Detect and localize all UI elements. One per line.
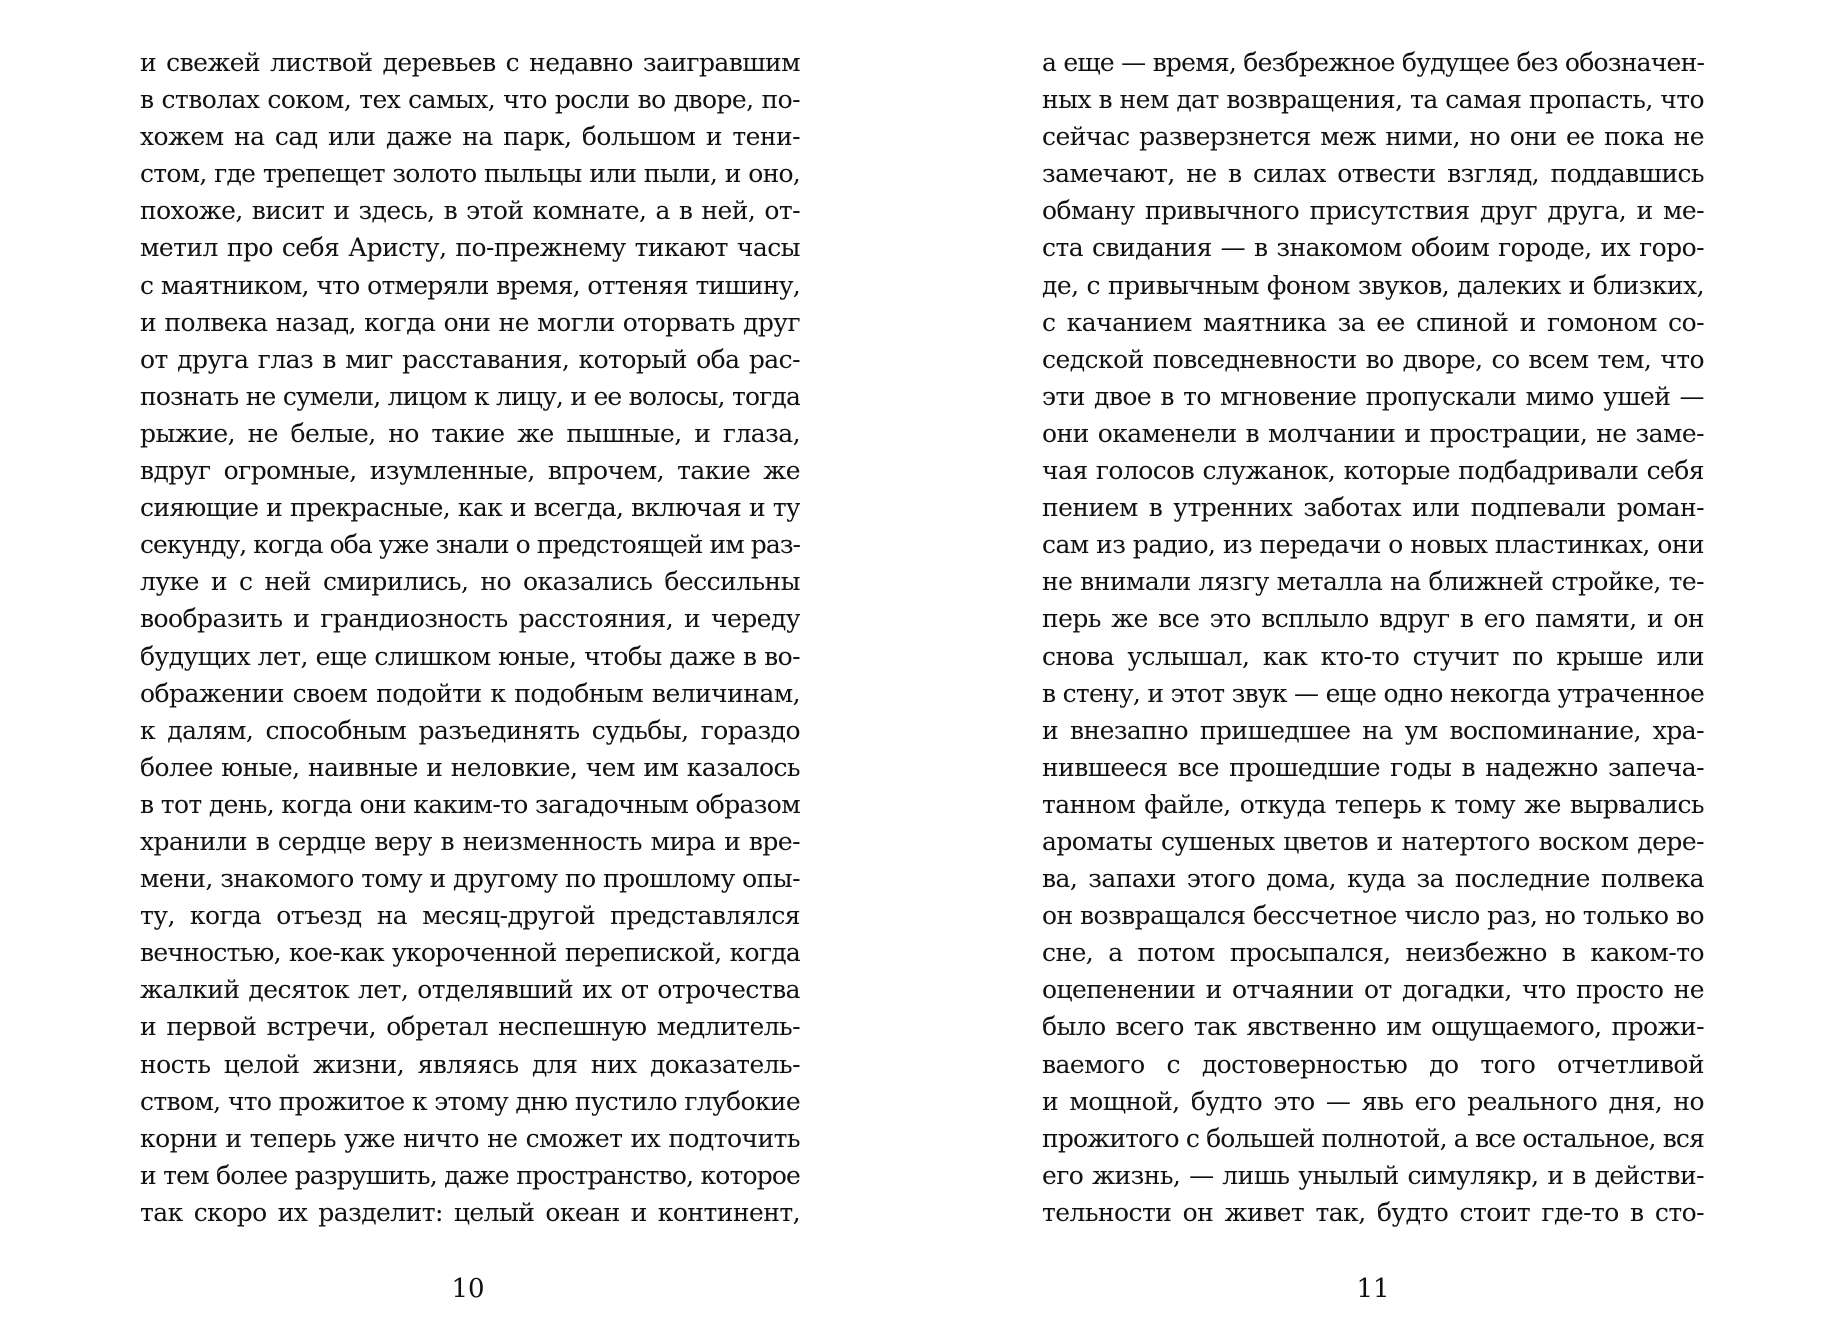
text-line: ображении своем подойти к подобным величинам, (140, 678, 800, 708)
text-line: ста свидания — в знакомом обоим городе, их горо- (1042, 233, 1704, 263)
text-line: танном файле, откуда теперь к тому же вырвались (1042, 789, 1704, 819)
text-line: и первой встречи, обретал неспешную медлитель- (140, 1012, 800, 1042)
text-line: секунду, когда оба уже знали о предстоящей им раз- (140, 530, 800, 560)
text-line: ва, запахи этого дома, куда за последние полвека (1042, 864, 1704, 894)
text-line: вечностью, кое-как укороченной перепиской, когда (140, 938, 800, 968)
text-line: замечают, не в силах отвести взгляд, поддавшись (1042, 159, 1704, 189)
text-line: седской повседневности во дворе, со всем тем, что (1042, 344, 1704, 374)
text-line: рыжие, не белые, но такие же пышные, и глаза, (140, 418, 800, 448)
text-line: они окаменели в молчании и прострации, не заме- (1042, 418, 1704, 448)
text-line: похоже, висит и здесь, в этой комнате, а в ней, от- (140, 196, 800, 226)
text-line: с качанием маятника за ее спиной и гомоном со- (1042, 307, 1704, 337)
text-line: он возвращался бессчетное число раз, но только во (1042, 901, 1704, 931)
text-line: в стволах соком, тех самых, что росли во дворе, по- (140, 85, 800, 115)
text-line: и внезапно пришедшее на ум воспоминание, хра- (1042, 715, 1704, 745)
text-line: ством, что прожитое к этому дню пустило глубокие (140, 1086, 800, 1116)
text-line: обману привычного присутствия друг друга, и ме- (1042, 196, 1704, 226)
text-line: хожем на сад или даже на парк, большом и тени- (140, 122, 800, 152)
text-line: перь же все это всплыло вдруг в его памяти, и он (1042, 604, 1704, 634)
text-line: прожитого с большей полнотой, а все остальное, вся (1042, 1123, 1704, 1153)
text-line: сейчас разверзнется меж ними, но они ее пока не (1042, 122, 1704, 152)
text-line: ваемого с достоверностью до того отчетливой (1042, 1049, 1704, 1079)
text-line: и мощной, будто это — явь его реального дня, но (1042, 1086, 1704, 1116)
text-line: мени, знакомого тому и другому по прошлому опы- (140, 864, 800, 894)
text-line: жалкий десяток лет, отделявший их от отрочества (140, 975, 800, 1005)
right-page-text (1042, 44, 1704, 1231)
text-line: вдруг огромные, изумленные, впрочем, такие же (140, 456, 800, 486)
text-line: снова услышал, как кто-то стучит по крыше или (1042, 641, 1704, 671)
text-line: метил про себя Аристу, по-прежнему тикают часы (140, 233, 800, 263)
text-line: познать не сумели, лицом к лицу, и ее волосы, тогда (140, 381, 800, 411)
left-page (0, 0, 911, 1321)
page-number: 10 (451, 1274, 485, 1304)
text-line: вообразить и грандиозность расстояния, и череду (140, 604, 800, 634)
text-line: а еще — время, безбрежное будущее без обозначен- (1042, 48, 1704, 77)
text-line: тельности он живет так, будто стоит где-то в сто- (1042, 1197, 1704, 1227)
text-line: ту, когда отъезд на месяц-другой представлялся (140, 901, 800, 931)
text-line: более юные, наивные и неловкие, чем им казалось (140, 752, 800, 782)
text-line: и тем более разрушить, даже пространство, которое (140, 1160, 800, 1190)
text-line: так скоро их разделит: целый океан и континент, (140, 1197, 800, 1227)
text-line: луке и с ней смирились, но оказались бессильны (140, 567, 800, 597)
text-line: корни и теперь уже ничто не сможет их подточить (140, 1123, 800, 1153)
text-line: хранили в сердце веру в неизменность мира и вре- (140, 826, 800, 856)
text-line: не внимали лязгу металла на ближней стройке, те- (1042, 567, 1704, 597)
text-line: от друга глаз в миг расставания, который оба рас- (140, 344, 800, 374)
right-page (911, 0, 1822, 1321)
text-line: ароматы сушеных цветов и натертого воском дере- (1042, 826, 1704, 856)
page-number: 11 (1356, 1274, 1390, 1304)
text-line: будущих лет, еще слишком юные, чтобы даже в во- (140, 641, 800, 671)
text-line: в стену, и этот звук — еще одно некогда утраченное (1042, 678, 1704, 708)
text-line: сам из радио, из передачи о новых пластинках, они (1042, 530, 1704, 560)
text-line: де, с привычным фоном звуков, далеких и близких, (1042, 270, 1704, 300)
text-line: было всего так явственно им ощущаемого, прожи- (1042, 1012, 1704, 1042)
text-line: пением в утренних заботах или подпевали роман- (1042, 493, 1704, 523)
text-line: стом, где трепещет золото пыльцы или пыли, и оно, (140, 159, 800, 189)
text-line: эти двое в то мгновение пропускали мимо ушей — (1042, 381, 1704, 411)
text-line: нившееся все прошедшие годы в надежно запеча- (1042, 752, 1704, 782)
text-line: сияющие и прекрасные, как и всегда, включая и ту (140, 493, 800, 523)
text-line: чая голосов служанок, которые подбадривали себя (1042, 456, 1704, 486)
text-line: и полвека назад, когда они не могли оторвать друг (140, 307, 800, 337)
text-line: ность целой жизни, являясь для них доказатель- (140, 1049, 800, 1079)
text-line: с маятником, что отмеряли время, оттеняя тишину, (140, 270, 800, 300)
left-page-text (140, 44, 800, 1231)
text-line: к далям, способным разъединять судьбы, гораздо (140, 715, 800, 745)
text-line: оцепенении и отчаянии от догадки, что просто не (1042, 975, 1704, 1005)
text-line: и свежей листвой деревьев с недавно заигравшим (140, 48, 800, 77)
text-line: его жизнь, — лишь унылый симулякр, и в действи- (1042, 1160, 1704, 1190)
text-line: в тот день, когда они каким-то загадочным образом (140, 789, 800, 819)
text-line: сне, а потом просыпался, неизбежно в каком-то (1042, 938, 1704, 968)
text-line: ных в нем дат возвращения, та самая пропасть, что (1042, 85, 1704, 115)
